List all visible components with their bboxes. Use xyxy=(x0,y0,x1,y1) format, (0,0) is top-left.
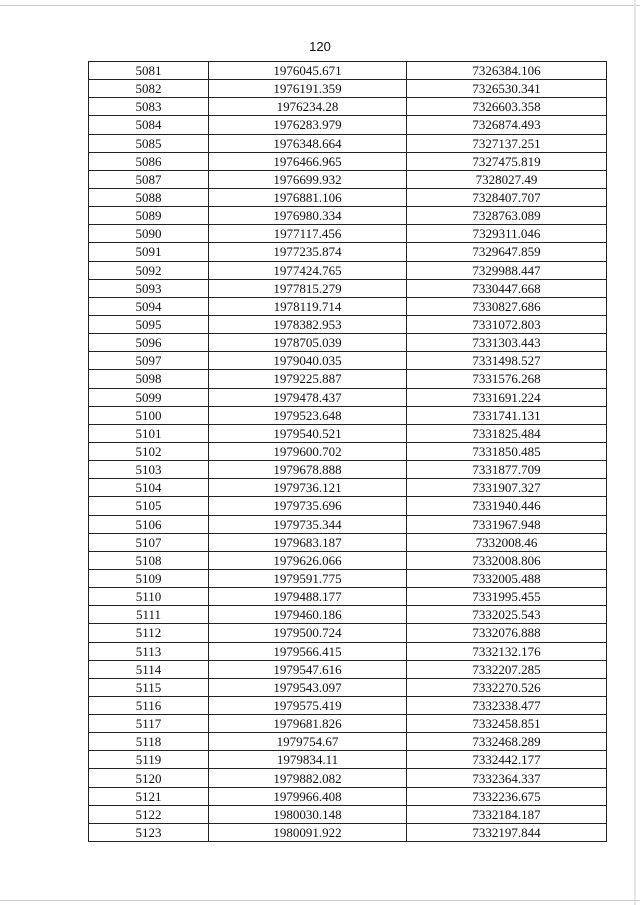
x-coordinate-cell: 1978382.953 xyxy=(209,315,407,333)
y-coordinate-cell: 7331877.709 xyxy=(407,461,607,479)
point-number-cell: 5084 xyxy=(89,116,209,134)
table-row xyxy=(89,569,607,587)
y-coordinate-cell: 7332008.806 xyxy=(407,551,607,569)
y-coordinate-cell: 7332025.543 xyxy=(407,606,607,624)
table-row xyxy=(89,334,607,352)
table-row xyxy=(89,515,607,533)
y-coordinate-cell: 7329647.859 xyxy=(407,243,607,261)
coordinates-table-body xyxy=(89,62,607,842)
y-coordinate-cell: 7331995.455 xyxy=(407,588,607,606)
y-coordinate-cell: 7331691.224 xyxy=(407,388,607,406)
x-coordinate-cell: 1979543.097 xyxy=(209,678,407,696)
point-number-cell: 5112 xyxy=(89,624,209,642)
table-row xyxy=(89,733,607,751)
table-row xyxy=(89,406,607,424)
x-coordinate-cell: 1979523.648 xyxy=(209,406,407,424)
point-number-cell: 5088 xyxy=(89,188,209,206)
table-row xyxy=(89,442,607,460)
x-coordinate-cell: 1979966.408 xyxy=(209,787,407,805)
table-row xyxy=(89,388,607,406)
scan-edge-top xyxy=(0,5,640,6)
x-coordinate-cell: 1977235.874 xyxy=(209,243,407,261)
x-coordinate-cell: 1979736.121 xyxy=(209,479,407,497)
table-row xyxy=(89,479,607,497)
table-row xyxy=(89,424,607,442)
point-number-cell: 5111 xyxy=(89,606,209,624)
y-coordinate-cell: 7332005.488 xyxy=(407,569,607,587)
coordinates-table xyxy=(88,61,607,842)
point-number-cell: 5083 xyxy=(89,98,209,116)
x-coordinate-cell: 1976234.28 xyxy=(209,98,407,116)
y-coordinate-cell: 7326874.493 xyxy=(407,116,607,134)
x-coordinate-cell: 1979547.616 xyxy=(209,660,407,678)
point-number-cell: 5087 xyxy=(89,170,209,188)
table-row xyxy=(89,715,607,733)
y-coordinate-cell: 7331498.527 xyxy=(407,352,607,370)
point-number-cell: 5102 xyxy=(89,442,209,460)
point-number-cell: 5108 xyxy=(89,551,209,569)
point-number-cell: 5114 xyxy=(89,660,209,678)
y-coordinate-cell: 7331825.484 xyxy=(407,424,607,442)
point-number-cell: 5091 xyxy=(89,243,209,261)
x-coordinate-cell: 1979460.186 xyxy=(209,606,407,624)
x-coordinate-cell: 1977815.279 xyxy=(209,279,407,297)
point-number-cell: 5089 xyxy=(89,207,209,225)
table-row xyxy=(89,660,607,678)
table-row xyxy=(89,279,607,297)
x-coordinate-cell: 1979754.67 xyxy=(209,733,407,751)
y-coordinate-cell: 7331303.443 xyxy=(407,334,607,352)
y-coordinate-cell: 7326530.341 xyxy=(407,80,607,98)
table-row xyxy=(89,315,607,333)
table-row xyxy=(89,297,607,315)
x-coordinate-cell: 1976045.671 xyxy=(209,62,407,80)
y-coordinate-cell: 7332197.844 xyxy=(407,823,607,841)
x-coordinate-cell: 1979500.724 xyxy=(209,624,407,642)
x-coordinate-cell: 1979575.419 xyxy=(209,696,407,714)
y-coordinate-cell: 7332468.289 xyxy=(407,733,607,751)
table-row xyxy=(89,98,607,116)
x-coordinate-cell: 1979488.177 xyxy=(209,588,407,606)
y-coordinate-cell: 7329988.447 xyxy=(407,261,607,279)
table-row xyxy=(89,62,607,80)
table-row xyxy=(89,588,607,606)
x-coordinate-cell: 1976881.106 xyxy=(209,188,407,206)
y-coordinate-cell: 7332458.851 xyxy=(407,715,607,733)
x-coordinate-cell: 1976699.932 xyxy=(209,170,407,188)
table-row xyxy=(89,80,607,98)
y-coordinate-cell: 7327475.819 xyxy=(407,152,607,170)
table-row xyxy=(89,170,607,188)
y-coordinate-cell: 7331850.485 xyxy=(407,442,607,460)
x-coordinate-cell: 1979683.187 xyxy=(209,533,407,551)
point-number-cell: 5106 xyxy=(89,515,209,533)
y-coordinate-cell: 7328027.49 xyxy=(407,170,607,188)
x-coordinate-cell: 1977117.456 xyxy=(209,225,407,243)
x-coordinate-cell: 1978119.714 xyxy=(209,297,407,315)
y-coordinate-cell: 7332442.177 xyxy=(407,751,607,769)
x-coordinate-cell: 1979591.775 xyxy=(209,569,407,587)
point-number-cell: 5118 xyxy=(89,733,209,751)
y-coordinate-cell: 7332236.675 xyxy=(407,787,607,805)
x-coordinate-cell: 1980091.922 xyxy=(209,823,407,841)
y-coordinate-cell: 7331576.268 xyxy=(407,370,607,388)
table-row xyxy=(89,787,607,805)
table-row xyxy=(89,805,607,823)
table-row xyxy=(89,152,607,170)
y-coordinate-cell: 7331741.131 xyxy=(407,406,607,424)
y-coordinate-cell: 7332338.477 xyxy=(407,696,607,714)
point-number-cell: 5101 xyxy=(89,424,209,442)
y-coordinate-cell: 7327137.251 xyxy=(407,134,607,152)
x-coordinate-cell: 1979681.826 xyxy=(209,715,407,733)
page-number: 120 xyxy=(309,39,331,54)
table-row xyxy=(89,225,607,243)
y-coordinate-cell: 7330827.686 xyxy=(407,297,607,315)
y-coordinate-cell: 7331072.803 xyxy=(407,315,607,333)
y-coordinate-cell: 7331967.948 xyxy=(407,515,607,533)
y-coordinate-cell: 7332184.187 xyxy=(407,805,607,823)
point-number-cell: 5099 xyxy=(89,388,209,406)
x-coordinate-cell: 1978705.039 xyxy=(209,334,407,352)
table-row xyxy=(89,678,607,696)
table-row xyxy=(89,533,607,551)
y-coordinate-cell: 7332008.46 xyxy=(407,533,607,551)
y-coordinate-cell: 7332132.176 xyxy=(407,642,607,660)
y-coordinate-cell: 7326603.358 xyxy=(407,98,607,116)
x-coordinate-cell: 1979626.066 xyxy=(209,551,407,569)
point-number-cell: 5104 xyxy=(89,479,209,497)
x-coordinate-cell: 1979225.887 xyxy=(209,370,407,388)
point-number-cell: 5096 xyxy=(89,334,209,352)
table-row xyxy=(89,696,607,714)
point-number-cell: 5093 xyxy=(89,279,209,297)
x-coordinate-cell: 1979600.702 xyxy=(209,442,407,460)
point-number-cell: 5100 xyxy=(89,406,209,424)
table-row xyxy=(89,823,607,841)
point-number-cell: 5123 xyxy=(89,823,209,841)
x-coordinate-cell: 1976980.334 xyxy=(209,207,407,225)
point-number-cell: 5085 xyxy=(89,134,209,152)
x-coordinate-cell: 1979735.344 xyxy=(209,515,407,533)
y-coordinate-cell: 7331907.327 xyxy=(407,479,607,497)
table-row xyxy=(89,769,607,787)
table-row xyxy=(89,642,607,660)
table-row xyxy=(89,606,607,624)
point-number-cell: 5115 xyxy=(89,678,209,696)
x-coordinate-cell: 1979882.082 xyxy=(209,769,407,787)
y-coordinate-cell: 7332364.337 xyxy=(407,769,607,787)
x-coordinate-cell: 1979735.696 xyxy=(209,497,407,515)
x-coordinate-cell: 1980030.148 xyxy=(209,805,407,823)
point-number-cell: 5110 xyxy=(89,588,209,606)
table-row xyxy=(89,207,607,225)
point-number-cell: 5122 xyxy=(89,805,209,823)
x-coordinate-cell: 1976348.664 xyxy=(209,134,407,152)
point-number-cell: 5121 xyxy=(89,787,209,805)
table-row xyxy=(89,352,607,370)
table-row xyxy=(89,497,607,515)
point-number-cell: 5095 xyxy=(89,315,209,333)
table-row xyxy=(89,461,607,479)
point-number-cell: 5098 xyxy=(89,370,209,388)
table-row xyxy=(89,188,607,206)
y-coordinate-cell: 7331940.446 xyxy=(407,497,607,515)
point-number-cell: 5097 xyxy=(89,352,209,370)
x-coordinate-cell: 1979834.11 xyxy=(209,751,407,769)
y-coordinate-cell: 7332076.888 xyxy=(407,624,607,642)
x-coordinate-cell: 1979040.035 xyxy=(209,352,407,370)
scan-edge-right xyxy=(634,0,636,905)
table-row xyxy=(89,624,607,642)
x-coordinate-cell: 1977424.765 xyxy=(209,261,407,279)
x-coordinate-cell: 1979478.437 xyxy=(209,388,407,406)
y-coordinate-cell: 7328763.089 xyxy=(407,207,607,225)
y-coordinate-cell: 7329311.046 xyxy=(407,225,607,243)
point-number-cell: 5107 xyxy=(89,533,209,551)
table-row xyxy=(89,243,607,261)
y-coordinate-cell: 7332207.285 xyxy=(407,660,607,678)
point-number-cell: 5081 xyxy=(89,62,209,80)
y-coordinate-cell: 7328407.707 xyxy=(407,188,607,206)
point-number-cell: 5113 xyxy=(89,642,209,660)
point-number-cell: 5109 xyxy=(89,569,209,587)
point-number-cell: 5105 xyxy=(89,497,209,515)
x-coordinate-cell: 1976466.965 xyxy=(209,152,407,170)
table-row xyxy=(89,134,607,152)
table-row xyxy=(89,370,607,388)
table-row xyxy=(89,261,607,279)
point-number-cell: 5092 xyxy=(89,261,209,279)
y-coordinate-cell: 7326384.106 xyxy=(407,62,607,80)
y-coordinate-cell: 7330447.668 xyxy=(407,279,607,297)
x-coordinate-cell: 1979540.521 xyxy=(209,424,407,442)
table-row xyxy=(89,116,607,134)
table-row xyxy=(89,751,607,769)
point-number-cell: 5120 xyxy=(89,769,209,787)
point-number-cell: 5119 xyxy=(89,751,209,769)
point-number-cell: 5086 xyxy=(89,152,209,170)
point-number-cell: 5082 xyxy=(89,80,209,98)
table-row xyxy=(89,551,607,569)
point-number-cell: 5117 xyxy=(89,715,209,733)
x-coordinate-cell: 1976191.359 xyxy=(209,80,407,98)
x-coordinate-cell: 1979566.415 xyxy=(209,642,407,660)
point-number-cell: 5094 xyxy=(89,297,209,315)
x-coordinate-cell: 1979678.888 xyxy=(209,461,407,479)
x-coordinate-cell: 1976283.979 xyxy=(209,116,407,134)
scan-edge-bottom xyxy=(0,900,640,901)
point-number-cell: 5116 xyxy=(89,696,209,714)
point-number-cell: 5090 xyxy=(89,225,209,243)
y-coordinate-cell: 7332270.526 xyxy=(407,678,607,696)
point-number-cell: 5103 xyxy=(89,461,209,479)
